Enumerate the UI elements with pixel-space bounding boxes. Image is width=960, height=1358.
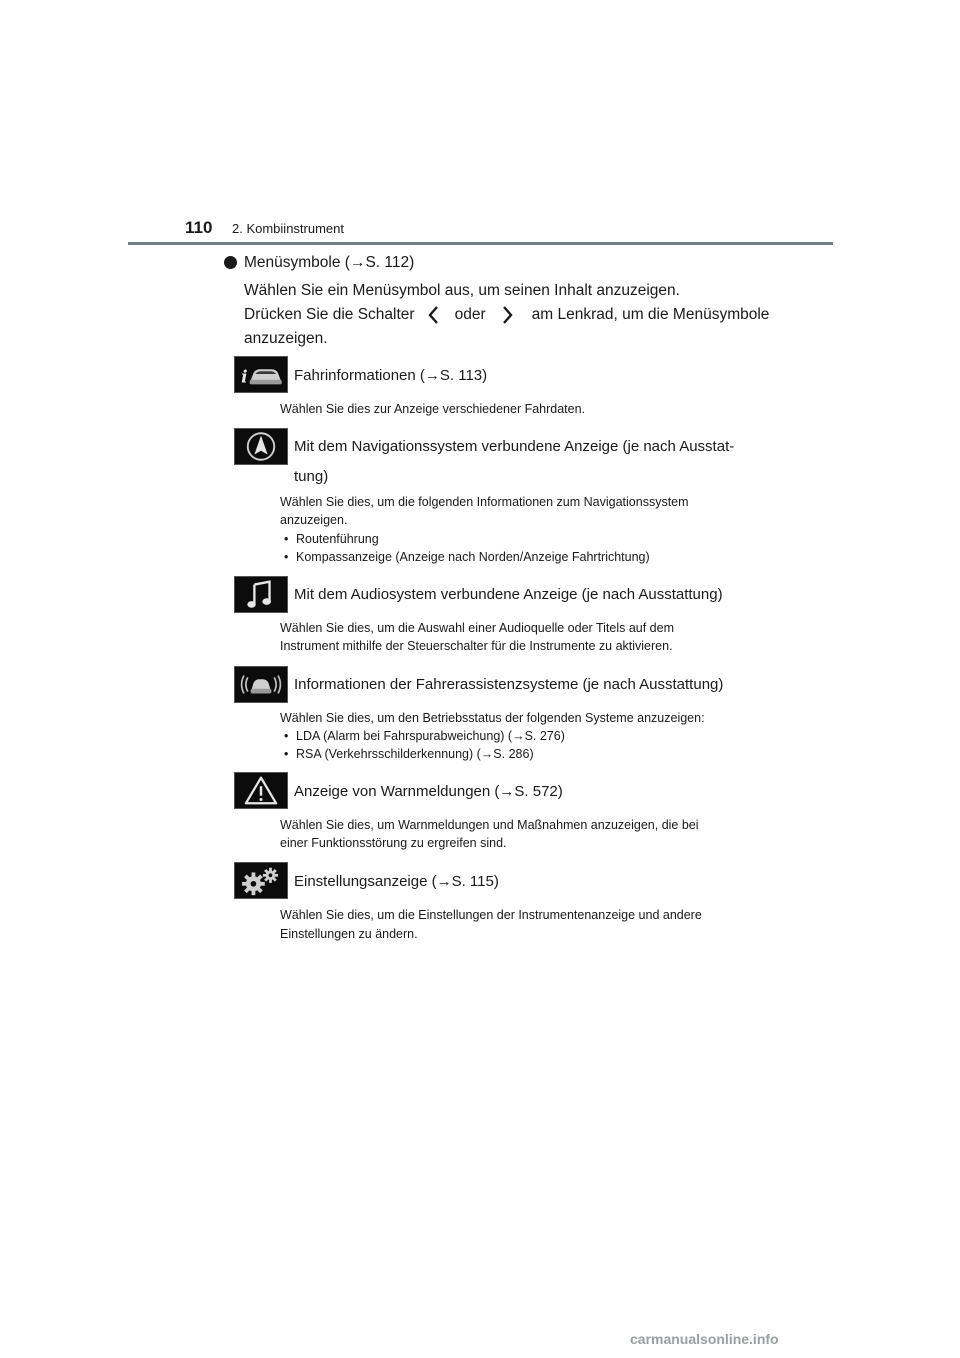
item-description-line-1: Wählen Sie dies, um Warnmeldungen und Maßnahmen anzuzeigen, die bei (280, 818, 699, 832)
item-heading: Informationen der Fahrerassistenzsysteme (je nach Ausstattung) (294, 676, 724, 693)
item-description-line-1: Wählen Sie dies, um die Einstellungen der Instrumentenanzeige und andere (280, 908, 702, 922)
intro-line-2-part2: am Lenkrad, um die Menüsymbole (531, 306, 770, 324)
intro-or: oder (454, 306, 486, 324)
svg-text:i: i (241, 367, 248, 388)
item-description-line-2: Einstellungen zu ändern. (280, 927, 418, 941)
item-description (280, 816, 746, 834)
audio-icon (234, 576, 288, 613)
chevron-left-icon (427, 305, 441, 325)
item-heading-cont: tung) (294, 468, 329, 485)
item-description-line-2: einer Funktionsstörung zu ergreifen sind. (280, 836, 507, 850)
item-description-line-2: Instrument mithilfe der Steuerschalter für die Instrumente zu aktivieren. (280, 639, 673, 653)
item-heading: Einstellungsanzeige (→S. 115) (294, 873, 499, 890)
bullet-icon (224, 256, 237, 269)
item-heading: Mit dem Navigationssystem verbundene Anzeige (je nach Ausstat- (294, 438, 735, 455)
item-description (280, 619, 746, 637)
page-number: 110 (185, 218, 213, 237)
watermark: carmanualsonline.info (630, 1331, 779, 1347)
item-description: Wählen Sie dies, um den Betriebsstatus der folgenden Systeme anzuzeigen: (280, 711, 705, 725)
item-heading: Anzeige von Warnmeldungen (→S. 572) (294, 783, 563, 800)
chapter-title: 2. Kombiinstrument (232, 221, 344, 236)
intro-line-2-part1: Drücken Sie die Schalter (244, 306, 415, 324)
driver-assist-icon (234, 666, 288, 703)
warning-icon (234, 772, 288, 809)
item-description (280, 906, 746, 924)
item-description-line-2: anzuzeigen. (280, 513, 348, 527)
navigation-icon (234, 428, 288, 465)
item-description: Wählen Sie dies zur Anzeige verschiedener Fahrdaten. (280, 402, 586, 416)
item-description (280, 493, 746, 511)
chevron-right-icon (500, 305, 514, 325)
intro-line-2 (244, 305, 769, 325)
settings-icon (234, 862, 288, 899)
section-title: Menüsymbole (→S. 112) (244, 254, 415, 271)
item-heading: Fahrinformationen (→S. 113) (294, 367, 488, 384)
item-description-line-1: Wählen Sie dies, um die folgenden Informationen zum Navigationssystem (280, 495, 689, 509)
list-item: • Kompassanzeige (Anzeige nach Norden/Anzeige Fahrtrichtung) (284, 550, 650, 564)
item-description-line-1: Wählen Sie dies, um die Auswahl einer Audioquelle oder Titels auf dem (280, 621, 674, 635)
list-item: • LDA (Alarm bei Fahrspurabweichung) (→S. 276) (284, 729, 565, 743)
intro-line-1: Wählen Sie ein Menüsymbol aus, um seinen Inhalt anzuzeigen. (244, 282, 680, 299)
item-heading: Mit dem Audiosystem verbundene Anzeige (je nach Ausstattung) (294, 586, 723, 603)
list-item: • RSA (Verkehrsschilderkennung) (→S. 286) (284, 747, 534, 761)
drive-info-icon (234, 356, 288, 393)
intro-line-3: anzuzeigen. (244, 330, 328, 347)
list-item: • Routenführung (284, 532, 379, 546)
header-divider (128, 242, 833, 245)
